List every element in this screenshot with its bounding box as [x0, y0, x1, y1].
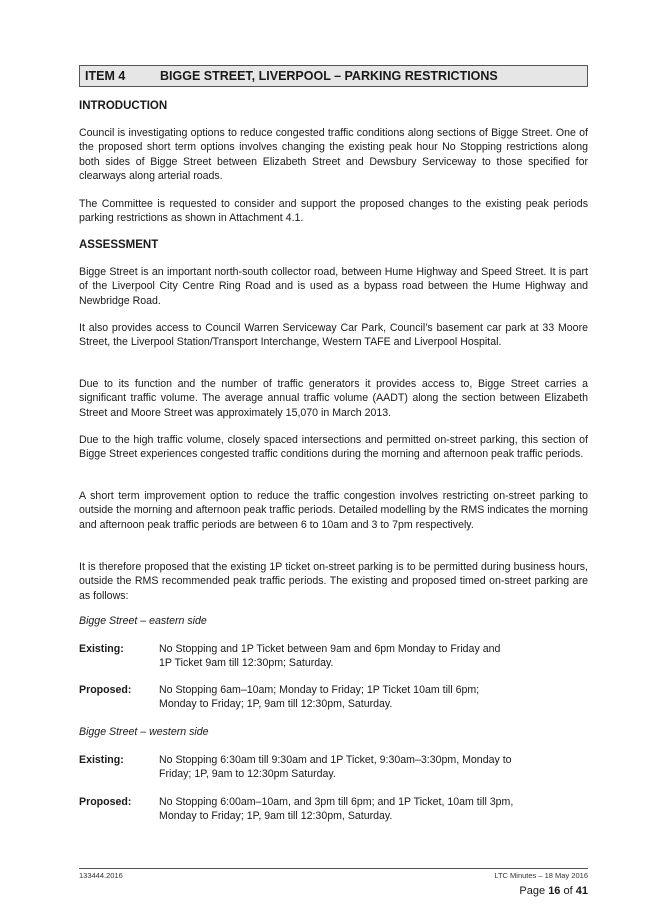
- assessment-paragraph-3: Due to its function and the number of traffic generators it provides access to, Bigge Street carries a significant traffic volume. The average annual traffic volume (AADT) along the section between Elizabeth Street and Moore Street was approximately 15,070 in March 2013.: [79, 378, 588, 419]
- western-existing-line-1: No Stopping 6:30am till 9:30am and 1P Ticket, 9:30am–3:30pm, Monday to: [159, 754, 512, 766]
- footer-minutes-date: LTC Minutes – 18 May 2016: [494, 871, 588, 880]
- assessment-paragraph-4: Due to the high traffic volume, closely spaced intersections and permitted on-street parking, this section of Bigge Street experiences congested traffic conditions during the morning and afternoon peak traffic periods.: [79, 434, 588, 461]
- western-existing-label: Existing:: [79, 754, 124, 766]
- footer-document-reference: 133444.2016: [79, 871, 123, 880]
- western-existing-line-2: Friday; 1P, 9am to 12:30pm Saturday.: [159, 768, 336, 781]
- eastern-proposed-line-2: Monday to Friday; 1P, 9am till 12:30pm, Saturday.: [159, 698, 393, 711]
- item-title: BIGGE STREET, LIVERPOOL – PARKING RESTRICTIONS: [160, 69, 498, 83]
- introduction-paragraph-1: Council is investigating options to reduce congested traffic conditions along sections of Bigge Street. One of the proposed short term options involves changing the existing peak hour No Stopping restrictions along both sides of Bigge Street between Elizabeth Street and Dewsbury Serviceway to those specified for clearways along arterial roads.: [79, 127, 588, 182]
- page-word: Page: [519, 885, 546, 897]
- introduction-paragraph-2: The Committee is requested to consider and support the proposed changes to the existing peak periods parking restrictions as shown in Attachment 4.1.: [79, 198, 588, 225]
- footer-divider: [79, 868, 588, 869]
- eastern-proposed-label: Proposed:: [79, 684, 132, 696]
- item-header-bar: [79, 65, 588, 87]
- page-number: [519, 885, 588, 897]
- western-proposed-text: [159, 795, 569, 824]
- eastern-existing-line-1: No Stopping and 1P Ticket between 9am and 6pm Monday to Friday and: [159, 643, 501, 655]
- western-side-subheading: Bigge Street – western side: [79, 726, 209, 738]
- assessment-paragraph-2: It also provides access to Council Warren Serviceway Car Park, Council’s basement car park at 33 Moore Street, the Liverpool Station/Transport Interchange, Western TAFE and Liverpool Hospital.: [79, 322, 588, 349]
- eastern-proposed-text: [159, 683, 569, 712]
- western-proposed-line-1: No Stopping 6:00am–10am, and 3pm till 6pm; and 1P Ticket, 10am till 3pm,: [159, 796, 514, 808]
- page-of-word: of: [563, 885, 573, 897]
- page-total: 41: [575, 885, 588, 897]
- eastern-existing-text: [159, 642, 569, 671]
- eastern-proposed-line-1: No Stopping 6am–10am; Monday to Friday; 1P Ticket 10am till 6pm;: [159, 684, 480, 696]
- western-proposed-line-2: Monday to Friday; 1P, 9am till 12:30pm, Saturday.: [159, 810, 393, 823]
- western-existing-text: [159, 753, 569, 782]
- page-current: 16: [548, 885, 561, 897]
- assessment-paragraph-5: A short term improvement option to reduce the traffic congestion involves restricting on-street parking to outside the morning and afternoon peak traffic periods. Detailed modelling by the RMS indicates the morning and afternoon peak traffic periods are between 6 to 10am and 3 to 7pm respectively.: [79, 490, 588, 531]
- western-proposed-label: Proposed:: [79, 796, 132, 808]
- item-number: ITEM 4: [85, 69, 126, 83]
- assessment-heading: ASSESSMENT: [79, 239, 159, 251]
- assessment-paragraph-6: It is therefore proposed that the existing 1P ticket on-street parking is to be permitted during business hours, outside the RMS recommended peak traffic periods. The existing and proposed timed on-street parking are as follows:: [79, 561, 588, 602]
- eastern-existing-label: Existing:: [79, 643, 124, 655]
- introduction-heading: INTRODUCTION: [79, 100, 168, 112]
- eastern-side-subheading: Bigge Street – eastern side: [79, 615, 207, 627]
- eastern-existing-line-2: 1P Ticket 9am till 12:30pm; Saturday.: [159, 657, 334, 670]
- assessment-paragraph-1: Bigge Street is an important north-south collector road, between Hume Highway and Speed Street. It is part of the Liverpool City Centre Ring Road and is used as a bypass road between the Hume Highway and Newbridge Road.: [79, 266, 588, 307]
